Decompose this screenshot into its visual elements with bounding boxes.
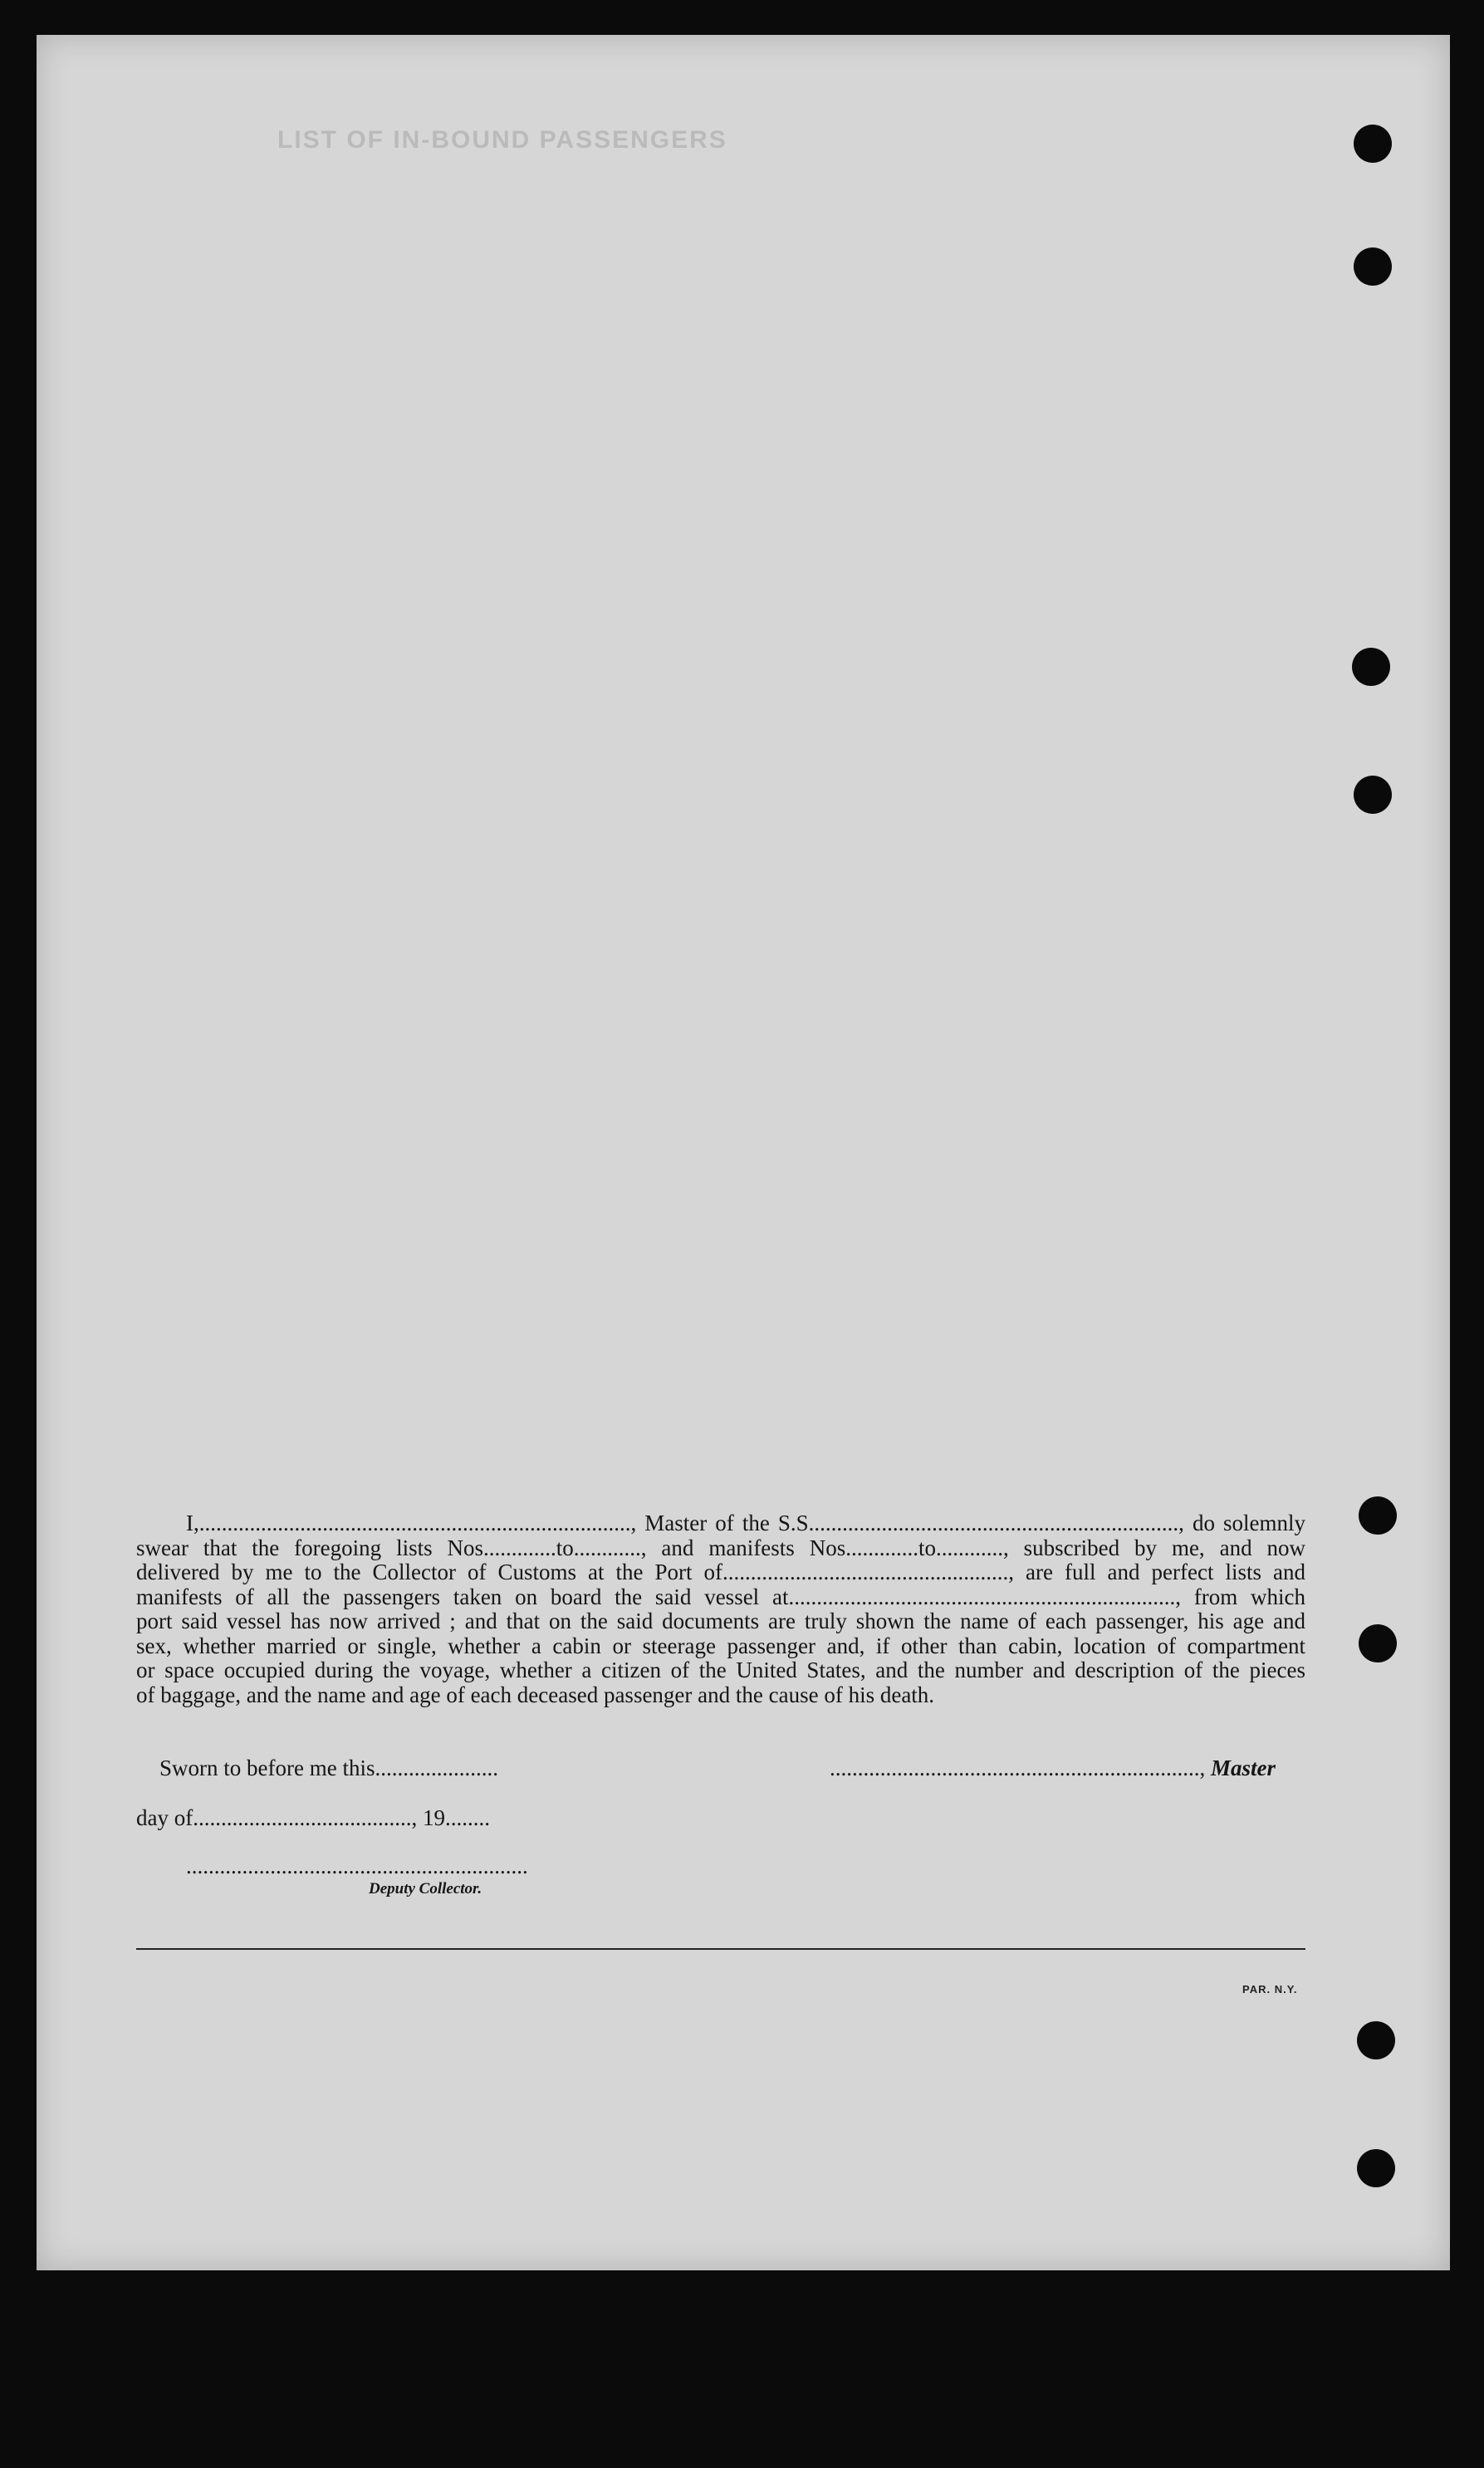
day-of-line: day of......................................., 19........ — [136, 1805, 490, 1830]
punch-hole-icon — [1354, 125, 1392, 163]
punch-hole-icon — [1354, 247, 1392, 286]
horizontal-divider — [136, 1948, 1305, 1950]
oath-line-4: manifests of all the passengers taken on board the said vessel at....................................................................., from which — [136, 1584, 1305, 1609]
punch-hole-icon — [1359, 1496, 1397, 1535]
punch-hole-icon — [1354, 776, 1392, 814]
printer-imprint: PAR. N.Y. — [1242, 1983, 1298, 1995]
oath-line-7: or space occupied during the voyage, whether a citizen of the United States, and the number and description of the pieces — [136, 1658, 1305, 1682]
oath-line-1: I,............................................................................., Master of the S.S.................................................................., do solemnly — [186, 1511, 1305, 1535]
master-signature-line — [830, 1756, 1276, 1781]
oath-paragraph — [136, 1511, 1305, 1707]
punch-hole-icon — [1357, 2021, 1395, 2059]
oath-line-2: swear that the foregoing lists Nos.............to............, and manifests Nos.............to............, subscribed by me, and now — [136, 1535, 1305, 1560]
document-sheet — [37, 35, 1450, 2270]
oath-line-6: sex, whether married or single, whether a cabin or steerage passenger and, if other than cabin, location of compartment — [136, 1633, 1305, 1658]
master-signature-dots: .................................................................., — [830, 1756, 1206, 1780]
oath-line-5: port said vessel has now arrived ; and that on the said documents are truly shown the name of each passenger, his age and — [136, 1609, 1305, 1633]
oath-line-3: delivered by me to the Collector of Customs at the Port of..................................................., are full and perfect lists and — [136, 1560, 1305, 1584]
punch-hole-icon — [1352, 648, 1390, 686]
collector-signature-dots: ............................................................. — [186, 1853, 528, 1878]
punch-hole-icon — [1359, 1624, 1397, 1662]
faded-header-title: LIST OF IN-BOUND PASSENGERS — [277, 126, 727, 154]
oath-line-8: of baggage, and the name and age of each deceased passenger and the cause of his death. — [136, 1682, 935, 1707]
punch-hole-icon — [1357, 2149, 1395, 2187]
master-label: Master — [1211, 1756, 1276, 1780]
deputy-collector-label: Deputy Collector. — [369, 1880, 482, 1898]
sworn-before-line: Sworn to before me this...................... — [159, 1756, 498, 1780]
